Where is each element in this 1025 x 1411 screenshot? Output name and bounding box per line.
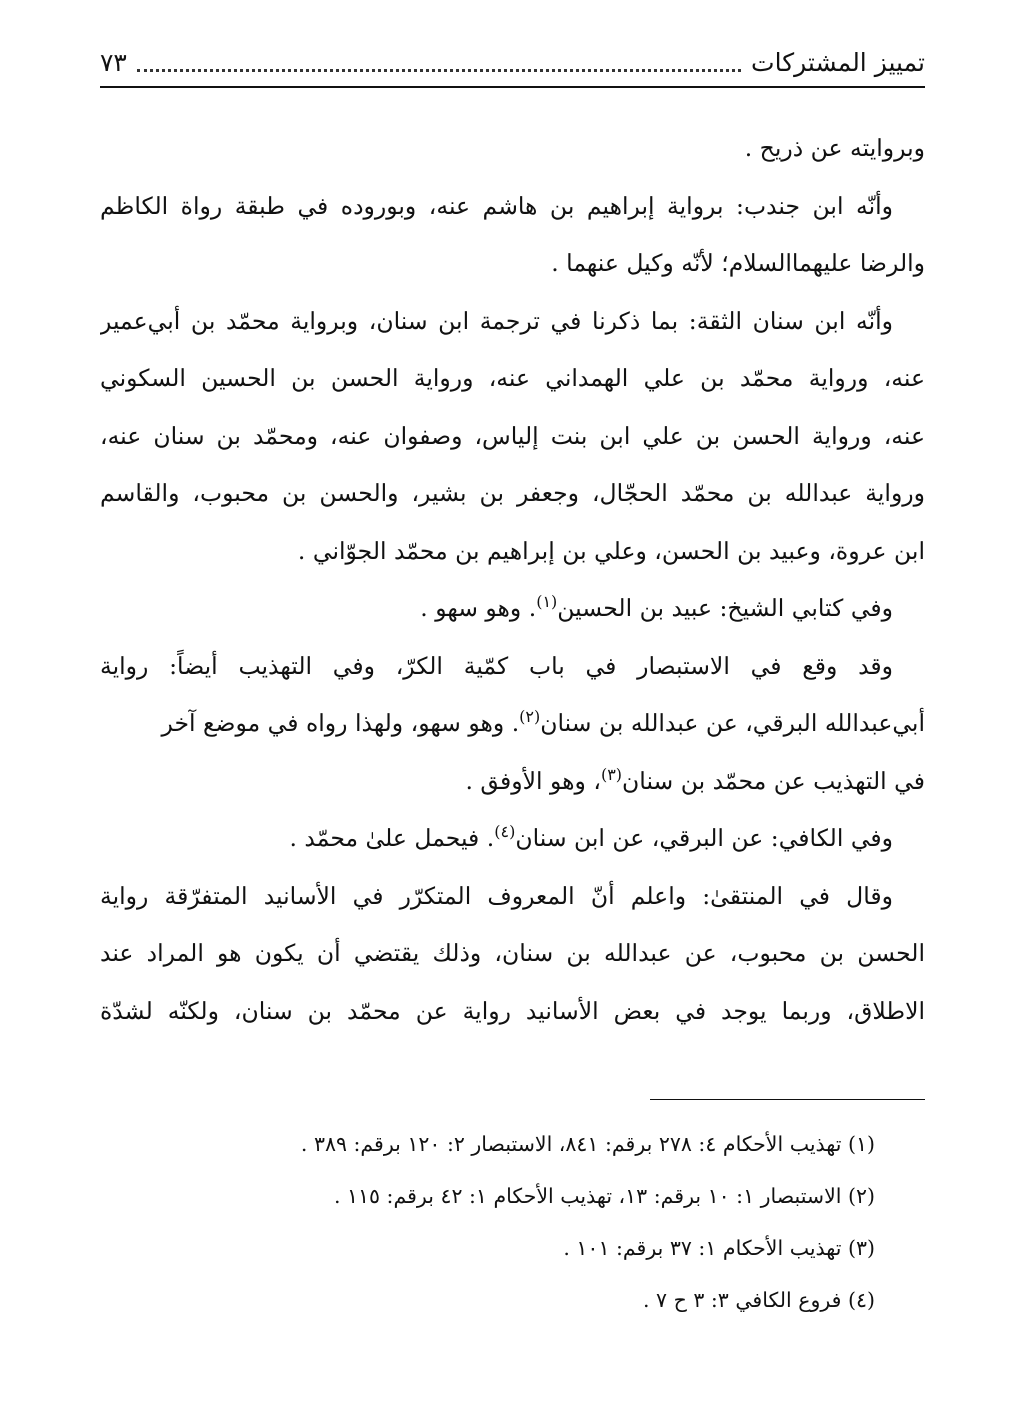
text-segment: ، وهو الأوفق . (465, 766, 601, 795)
footnote: (١) تهذيب الأحكام ٤: ٢٧٨ برقم: ٨٤١، الاستبصار ٢: ١٢٠ برقم: ٣٨٩ . (300, 1132, 875, 1156)
text-segment: في التهذيب عن محمّد بن سنان (622, 766, 925, 795)
text-line: وأنّه ابن سنان الثقة: بما ذكرنا في ترجمة ابن سنان، وبرواية محمّد بن أبي‌عمير (100, 306, 893, 335)
footnote-ref: (٢) (519, 707, 541, 727)
footnote-ref: (٣) (600, 764, 623, 784)
footnote: (٢) الاستبصار ١: ١٠ برقم: ١٣، تهذيب الأحكام ١: ٤٢ برقم: ١١٥ . (333, 1184, 875, 1208)
footnote-ref: (٤) (494, 822, 516, 842)
footnote-separator (650, 1099, 925, 1100)
text-segment: وفي الكافي: عن البرقي، عن ابن سنان (515, 824, 893, 852)
dot-leader (137, 69, 741, 72)
text-segment: . فيحمل علىٰ محمّد . (289, 824, 495, 852)
text-segment: وفي كتابي الشيخ: عبيد بن الحسين (557, 594, 893, 622)
text-line: وبروايته عن ذريح . (744, 134, 925, 162)
text-line (100, 580, 925, 638)
text-line: الحسن بن محبوب، عن عبدالله بن سنان، وذلك يقتضي أن يكون هو المراد عند (100, 939, 925, 967)
text-segment: . وهو سهو . (420, 594, 537, 622)
body-text (100, 120, 925, 1040)
text-line: عنه، ورواية محمّد بن علي الهمداني عنه، ورواية الحسن بن الحسين السكوني (100, 364, 925, 392)
footnote: (٣) تهذيب الأحكام ١: ٣٧ برقم: ١٠١ . (563, 1236, 875, 1260)
text-line (100, 810, 925, 868)
text-line (100, 695, 925, 753)
running-title: تمييز المشتركات (751, 47, 925, 77)
text-segment: . وهو سهو، ولهذا رواه في موضع آخر (161, 709, 520, 737)
text-line: وأنّه ابن جندب: برواية إبراهيم بن هاشم عنه، وبوروده في طبقة رواة الكاظم (100, 191, 893, 220)
text-line: الاطلاق، وربما يوجد في بعض الأسانيد رواية عن محمّد بن سنان، ولكنّه لشدّة (100, 996, 925, 1025)
text-line: وقد وقع في الاستبصار في باب كمّية الكرّ، وفي التهذيب أيضاً: رواية (100, 651, 893, 680)
text-line: والرضا عليهماالسلام؛ لأنّه وكيل عنهما . (551, 249, 925, 277)
text-line: ابن عروة، وعبيد بن الحسن، وعلي بن إبراهيم بن محمّد الجوّاني . (297, 536, 925, 565)
page-number: ٧٣ (100, 47, 127, 77)
text-segment: أبي‌عبدالله البرقي، عن عبدالله بن سنان (540, 709, 925, 737)
text-line (100, 753, 925, 811)
text-line: عنه، ورواية الحسن بن علي ابن بنت إلياس، وصفوان عنه، ومحمّد بن سنان عنه، (100, 421, 925, 450)
footnote: (٤) فروع الكافي ٣: ٣ ح ٧ . (643, 1288, 875, 1312)
page-header (100, 38, 925, 88)
footnote-ref: (١) (536, 592, 558, 612)
text-line: وقال في المنتقىٰ: واعلم أنّ المعروف المتكرّر في الأسانيد المتفرّقة رواية (100, 881, 893, 910)
text-line: ورواية عبدالله بن محمّد الحجّال، وجعفر بن بشير، والحسن بن محبوب، والقاسم (100, 479, 925, 507)
footnotes (100, 1118, 875, 1326)
